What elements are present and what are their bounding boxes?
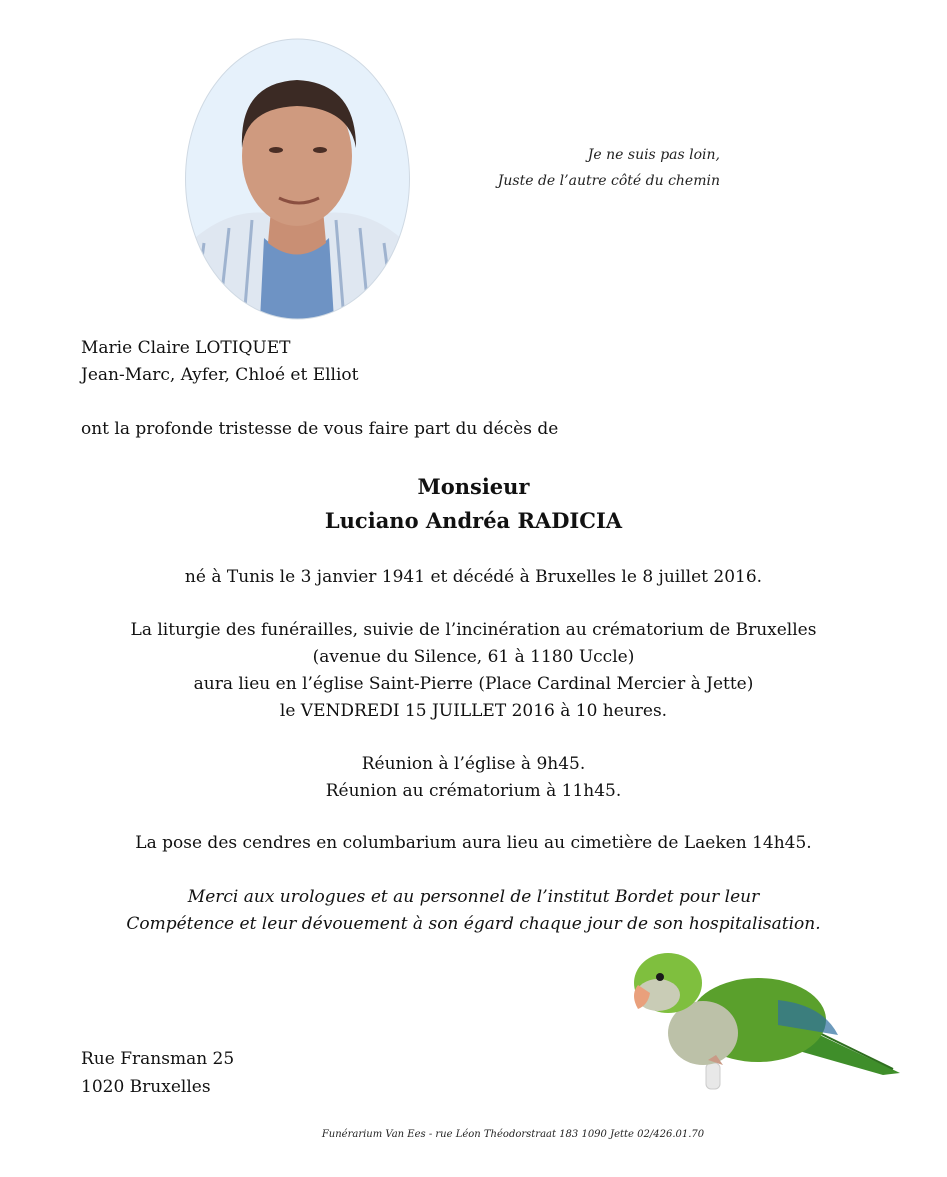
family-names: [81, 335, 359, 389]
parrot-image: [628, 945, 903, 1090]
quote-line: Juste de l’autre côté du chemin: [497, 173, 720, 189]
liturgy-line: le VENDREDI 15 JUILLET 2016 à 10 heures.: [279, 701, 668, 721]
address-street: Rue Fransman 25: [81, 1049, 235, 1069]
liturgy-line: aura lieu en l’église Saint-Pierre (Place Cardinal Mercier à Jette): [193, 674, 754, 694]
deceased-name-block: [0, 470, 947, 538]
deceased-name: Luciano Andréa RADICIA: [324, 508, 623, 533]
meeting-crematorium: Réunion au crématorium à 11h45.: [325, 781, 622, 801]
ashes-info: La pose des cendres en columbarium aura lieu au cimetière de Laeken 14h45.: [135, 833, 812, 853]
liturgy-line: (avenue du Silence, 61 à 1180 Uccle): [312, 647, 635, 667]
funeral-home-footer: Funérarium Van Ees - rue Léon Théodorstraat 183 1090 Jette 02/426.01.70: [321, 1129, 705, 1140]
quote-line: Je ne suis pas loin,: [587, 147, 720, 163]
family-line: Marie Claire LOTIQUET: [81, 338, 291, 358]
liturgy-details: [0, 617, 947, 725]
thanks-message: [0, 884, 947, 938]
meeting-church: Réunion à l’église à 9h45.: [361, 754, 586, 774]
epitaph-quote: [470, 142, 720, 194]
thanks-line: Merci aux urologues et au personnel de l’institut Bordet pour leur: [187, 887, 760, 907]
thanks-line: Compétence et leur dévouement à son égard chaque jour de son hospitalisation.: [126, 914, 821, 934]
family-address: [81, 1045, 234, 1101]
liturgy-line: La liturgie des funérailles, suivie de l’incinération au crématorium de Bruxelles: [130, 620, 817, 640]
meeting-times: [0, 751, 947, 805]
deceased-title: Monsieur: [417, 474, 530, 499]
birth-death-line: né à Tunis le 3 janvier 1941 et décédé à Bruxelles le 8 juillet 2016.: [184, 567, 763, 587]
announcement-intro: ont la profonde tristesse de vous faire part du décès de: [81, 419, 559, 439]
address-city: 1020 Bruxelles: [81, 1077, 211, 1097]
portrait-photo: [184, 38, 411, 320]
family-line: Jean-Marc, Ayfer, Chloé et Elliot: [81, 365, 359, 385]
